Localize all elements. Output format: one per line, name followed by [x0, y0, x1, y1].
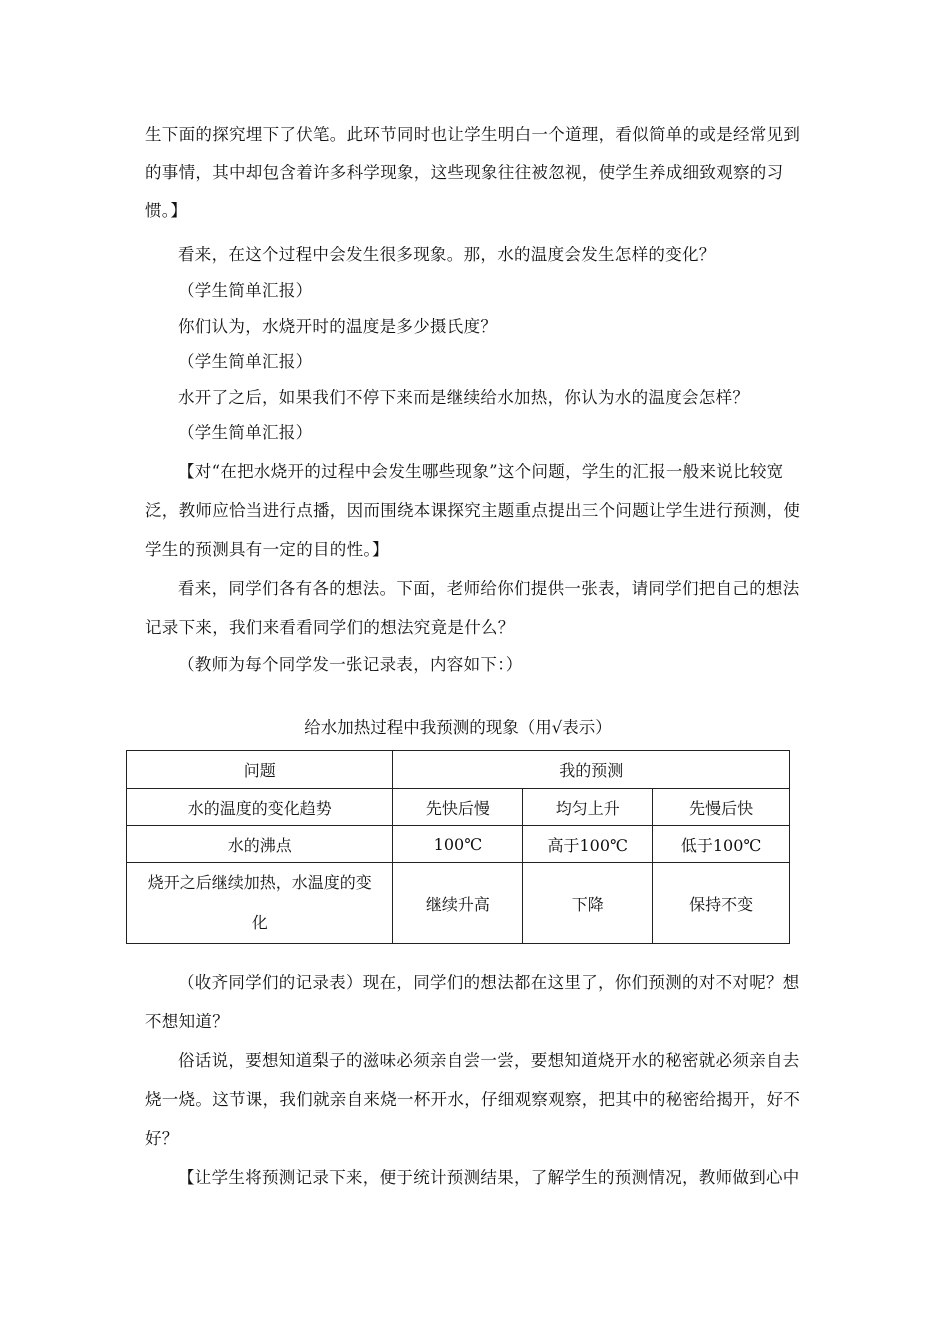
paragraph-line: 看来，同学们各有各的想法。下面，老师给你们提供一张表，请同学们把自己的想法	[178, 579, 800, 598]
table-row	[127, 826, 790, 863]
paragraph-line: 惯。】	[145, 201, 188, 220]
option-cell: 保持不变	[653, 863, 790, 944]
option-cell: 继续升高	[393, 863, 523, 944]
option-cell: 先慢后快	[653, 789, 790, 826]
table-caption: 给水加热过程中我预测的现象（用√表示）	[304, 718, 612, 737]
paragraph-line: 泛，教师应恰当进行点播，因而围绕本课探究主题重点提出三个问题让学生进行预测，使	[145, 501, 801, 520]
paragraph-line: （教师为每个同学发一张记录表，内容如下：）	[178, 655, 523, 674]
paragraph-line: 烧一烧。这节课，我们就亲自来烧一杯开水，仔细观察观察，把其中的秘密给揭开，好不	[145, 1090, 801, 1109]
question-cell: 水的沸点	[127, 826, 393, 863]
option-cell: 先快后慢	[393, 789, 523, 826]
paragraph-line: （学生简单汇报）	[178, 352, 313, 371]
header-question: 问题	[127, 751, 393, 789]
paragraph-line: （学生简单汇报）	[178, 423, 313, 442]
option-cell: 均匀上升	[523, 789, 653, 826]
question-cell: 水的温度的变化趋势	[127, 789, 393, 826]
paragraph-line: 看来，在这个过程中会发生很多现象。那，水的温度会发生怎样的变化？	[178, 245, 716, 264]
prediction-table	[126, 750, 790, 944]
paragraph-line: 好？	[145, 1129, 179, 1148]
paragraph-line: 俗话说，要想知道梨子的滋味必须亲自尝一尝，要想知道烧开水的秘密就必须亲自去	[178, 1051, 800, 1070]
paragraph-line: 的事情，其中却包含着许多科学现象，这些现象往往被忽视，使学生养成细致观察的习	[145, 163, 784, 182]
paragraph-line: 不想知道？	[145, 1012, 229, 1031]
header-prediction: 我的预测	[393, 751, 790, 789]
paragraph-line: 学生的预测具有一定的目的性。】	[145, 540, 389, 559]
table-row	[127, 789, 790, 826]
paragraph-line: 水开了之后，如果我们不停下来而是继续给水加热，你认为水的温度会怎样？	[178, 388, 750, 407]
question-cell	[127, 863, 393, 944]
option-cell: 高于100℃	[523, 826, 653, 863]
paragraph-line: 生下面的探究埋下了伏笔。此环节同时也让学生明白一个道理，看似简单的或是经常见到	[145, 125, 801, 144]
table-header-row	[127, 751, 790, 789]
question-line: 烧开之后继续加热，水温度的变	[147, 873, 372, 892]
paragraph-line: 记录下来，我们来看看同学们的想法究竟是什么？	[145, 618, 515, 637]
paragraph-line: 【对“在把水烧开的过程中会发生哪些现象”这个问题，学生的汇报一般来说比较宽	[178, 462, 784, 481]
option-cell: 100℃	[393, 826, 523, 863]
option-cell: 低于100℃	[653, 826, 790, 863]
paragraph-line: 【让学生将预测记录下来，便于统计预测结果，了解学生的预测情况，教师做到心中	[178, 1168, 800, 1187]
question-line: 化	[251, 913, 268, 932]
table-row	[127, 863, 790, 944]
paragraph-line: （收齐同学们的记录表）现在，同学们的想法都在这里了，你们预测的对不对呢？想	[178, 973, 800, 992]
option-cell: 下降	[523, 863, 653, 944]
paragraph-line: 你们认为，水烧开时的温度是多少摄氏度？	[178, 317, 498, 336]
paragraph-line: （学生简单汇报）	[178, 281, 313, 300]
